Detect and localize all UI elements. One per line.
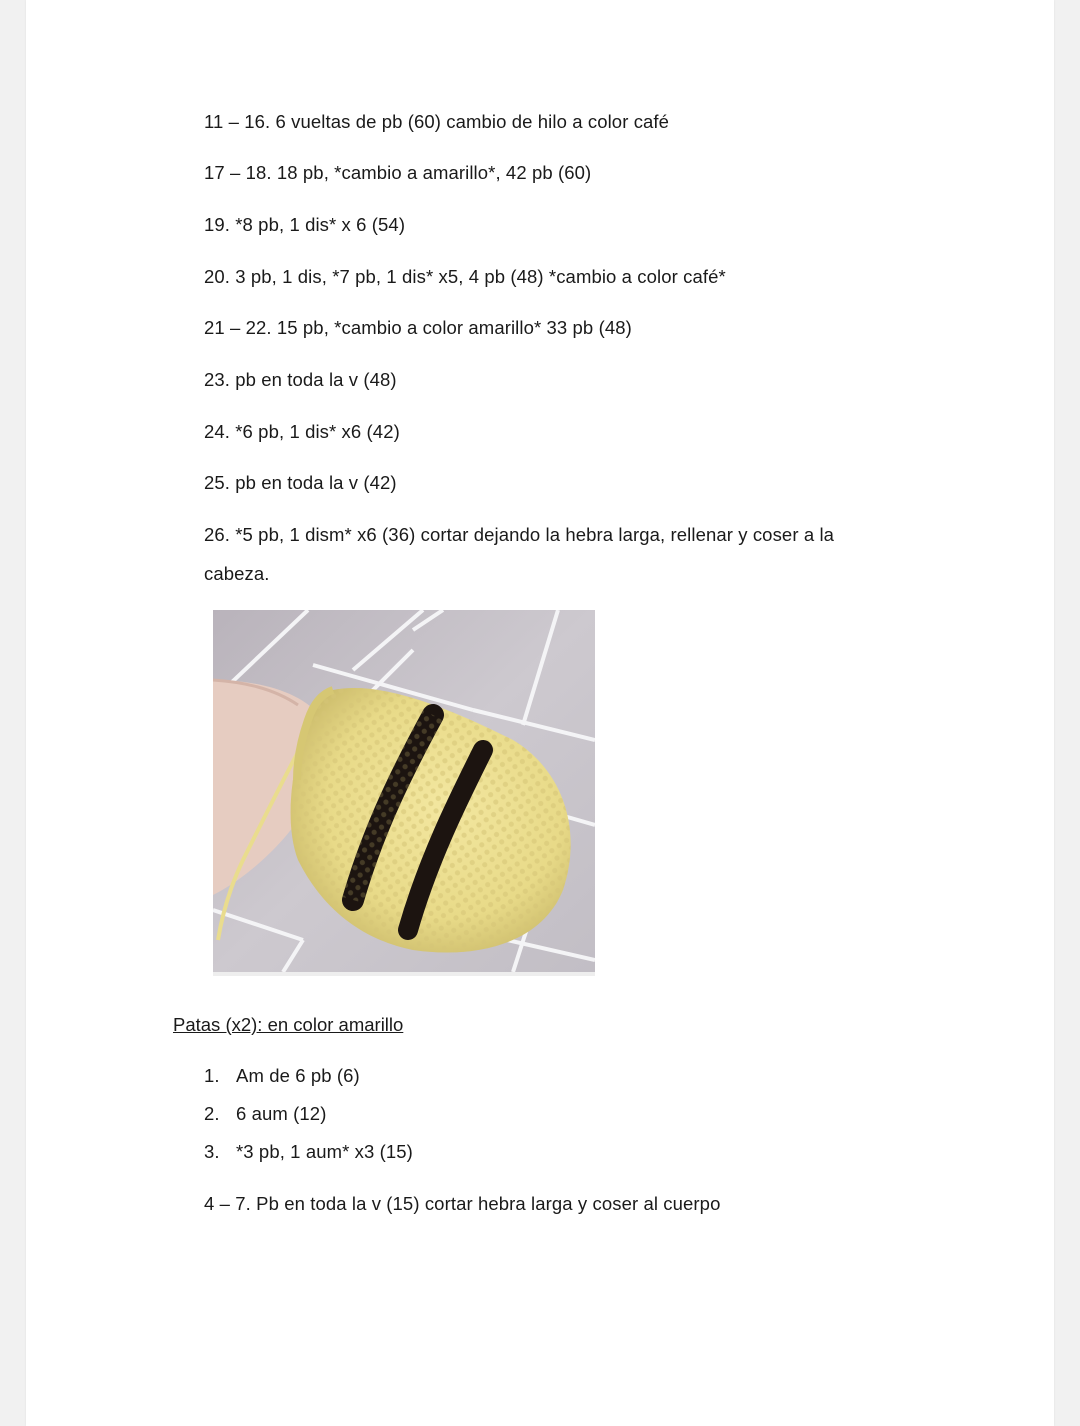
patas-item-3-number: 3.: [204, 1141, 220, 1162]
pattern-row-26-continued: cabeza.: [204, 563, 270, 584]
pattern-row-25: 25. pb en toda la v (42): [204, 472, 397, 493]
pattern-row-21-22: 21 – 22. 15 pb, *cambio a color amarillo* 33 pb (48): [204, 317, 632, 338]
patas-heading: Patas (x2): en color amarillo: [173, 1014, 404, 1035]
document-page: [26, 0, 1054, 1426]
pattern-row-23: 23. pb en toda la v (48): [204, 369, 397, 390]
patas-item-2-number: 2.: [204, 1103, 220, 1124]
patas-item-3-text: *3 pb, 1 aum* x3 (15): [236, 1141, 413, 1162]
pattern-row-11-16: 11 – 16. 6 vueltas de pb (60) cambio de hilo a color café: [204, 111, 670, 132]
pattern-row-26: 26. *5 pb, 1 dism* x6 (36) cortar dejando la hebra larga, rellenar y coser a la: [204, 524, 835, 545]
pattern-row-17-18: 17 – 18. 18 pb, *cambio a amarillo*, 42 pb (60): [204, 162, 592, 183]
patas-item-2-text: 6 aum (12): [236, 1103, 327, 1124]
patas-rows-4-7: 4 – 7. Pb en toda la v (15) cortar hebra larga y coser al cuerpo: [204, 1193, 721, 1214]
pattern-row-24: 24. *6 pb, 1 dis* x6 (42): [204, 421, 400, 442]
patas-item-1-number: 1.: [204, 1065, 220, 1086]
pattern-row-19: 19. *8 pb, 1 dis* x 6 (54): [204, 214, 406, 235]
crochet-body-photo: [213, 610, 595, 976]
patas-item-1-text: Am de 6 pb (6): [236, 1065, 360, 1086]
pattern-row-20: 20. 3 pb, 1 dis, *7 pb, 1 dis* x5, 4 pb (48) *cambio a color café*: [204, 266, 726, 287]
